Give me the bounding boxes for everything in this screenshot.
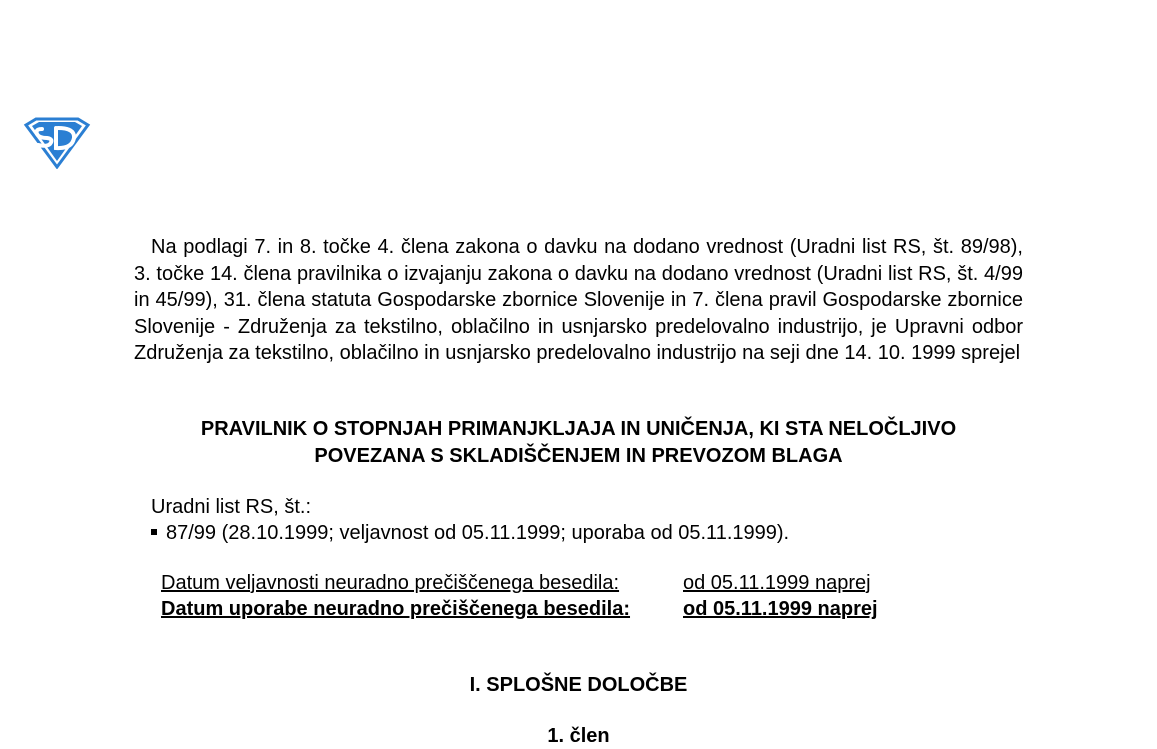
official-gazette-block	[151, 494, 1031, 546]
official-gazette-label: Uradni list RS, št.:	[151, 496, 312, 518]
application-date-row	[161, 596, 878, 622]
sd-logo-icon	[22, 117, 92, 169]
bullet-icon	[151, 529, 157, 535]
preamble-paragraph: Na podlagi 7. in 8. točke 4. člena zakona o davku na dodano vrednost (Uradni list RS, št. 89/98), 3. točke 14. člena pravilnika o izvajanju zakona o davku na dodano vrednost (Uradni list RS, št. 4/99 in 45/99), 31. člena statuta Gospodarske zbornice Slovenije in 7. člena pravil Gospodarske zbornice Slovenije - Združenja za tekstilno, oblačilno in usnjarsko predelovalno industrijo, je Upravni odbor Združenja za tekstilno, oblačilno in usnjarsko predelovalno industrijo na seji dne 14. 10. 1999 sprejel	[134, 236, 1023, 364]
section-heading: I. SPLOŠNE DOLOČBE	[469, 674, 688, 696]
validity-date-label: Datum veljavnosti neuradno prečiščenega besedila:	[161, 572, 620, 594]
validity-date-value: od 05.11.1999 naprej	[683, 572, 871, 594]
validity-date-row	[161, 570, 878, 596]
application-date-label: Datum uporabe neuradno prečiščenega besedila:	[161, 598, 631, 620]
official-gazette-entry-text: 87/99 (28.10.1999; veljavnost od 05.11.1999; uporaba od 05.11.1999).	[166, 522, 790, 544]
document-title-line-2: POVEZANA S SKLADIŠČENJEM IN PREVOZOM BLAGA	[314, 445, 843, 467]
article-heading: 1. člen	[547, 725, 610, 747]
official-gazette-entry	[151, 520, 1031, 546]
application-date-value: od 05.11.1999 naprej	[683, 598, 878, 620]
validity-dates-block	[161, 570, 878, 622]
document-title-line-1: PRAVILNIK O STOPNJAH PRIMANJKLJAJA IN UNIČENJA, KI STA NELOČLJIVO	[200, 418, 957, 440]
document-title	[134, 416, 1023, 470]
